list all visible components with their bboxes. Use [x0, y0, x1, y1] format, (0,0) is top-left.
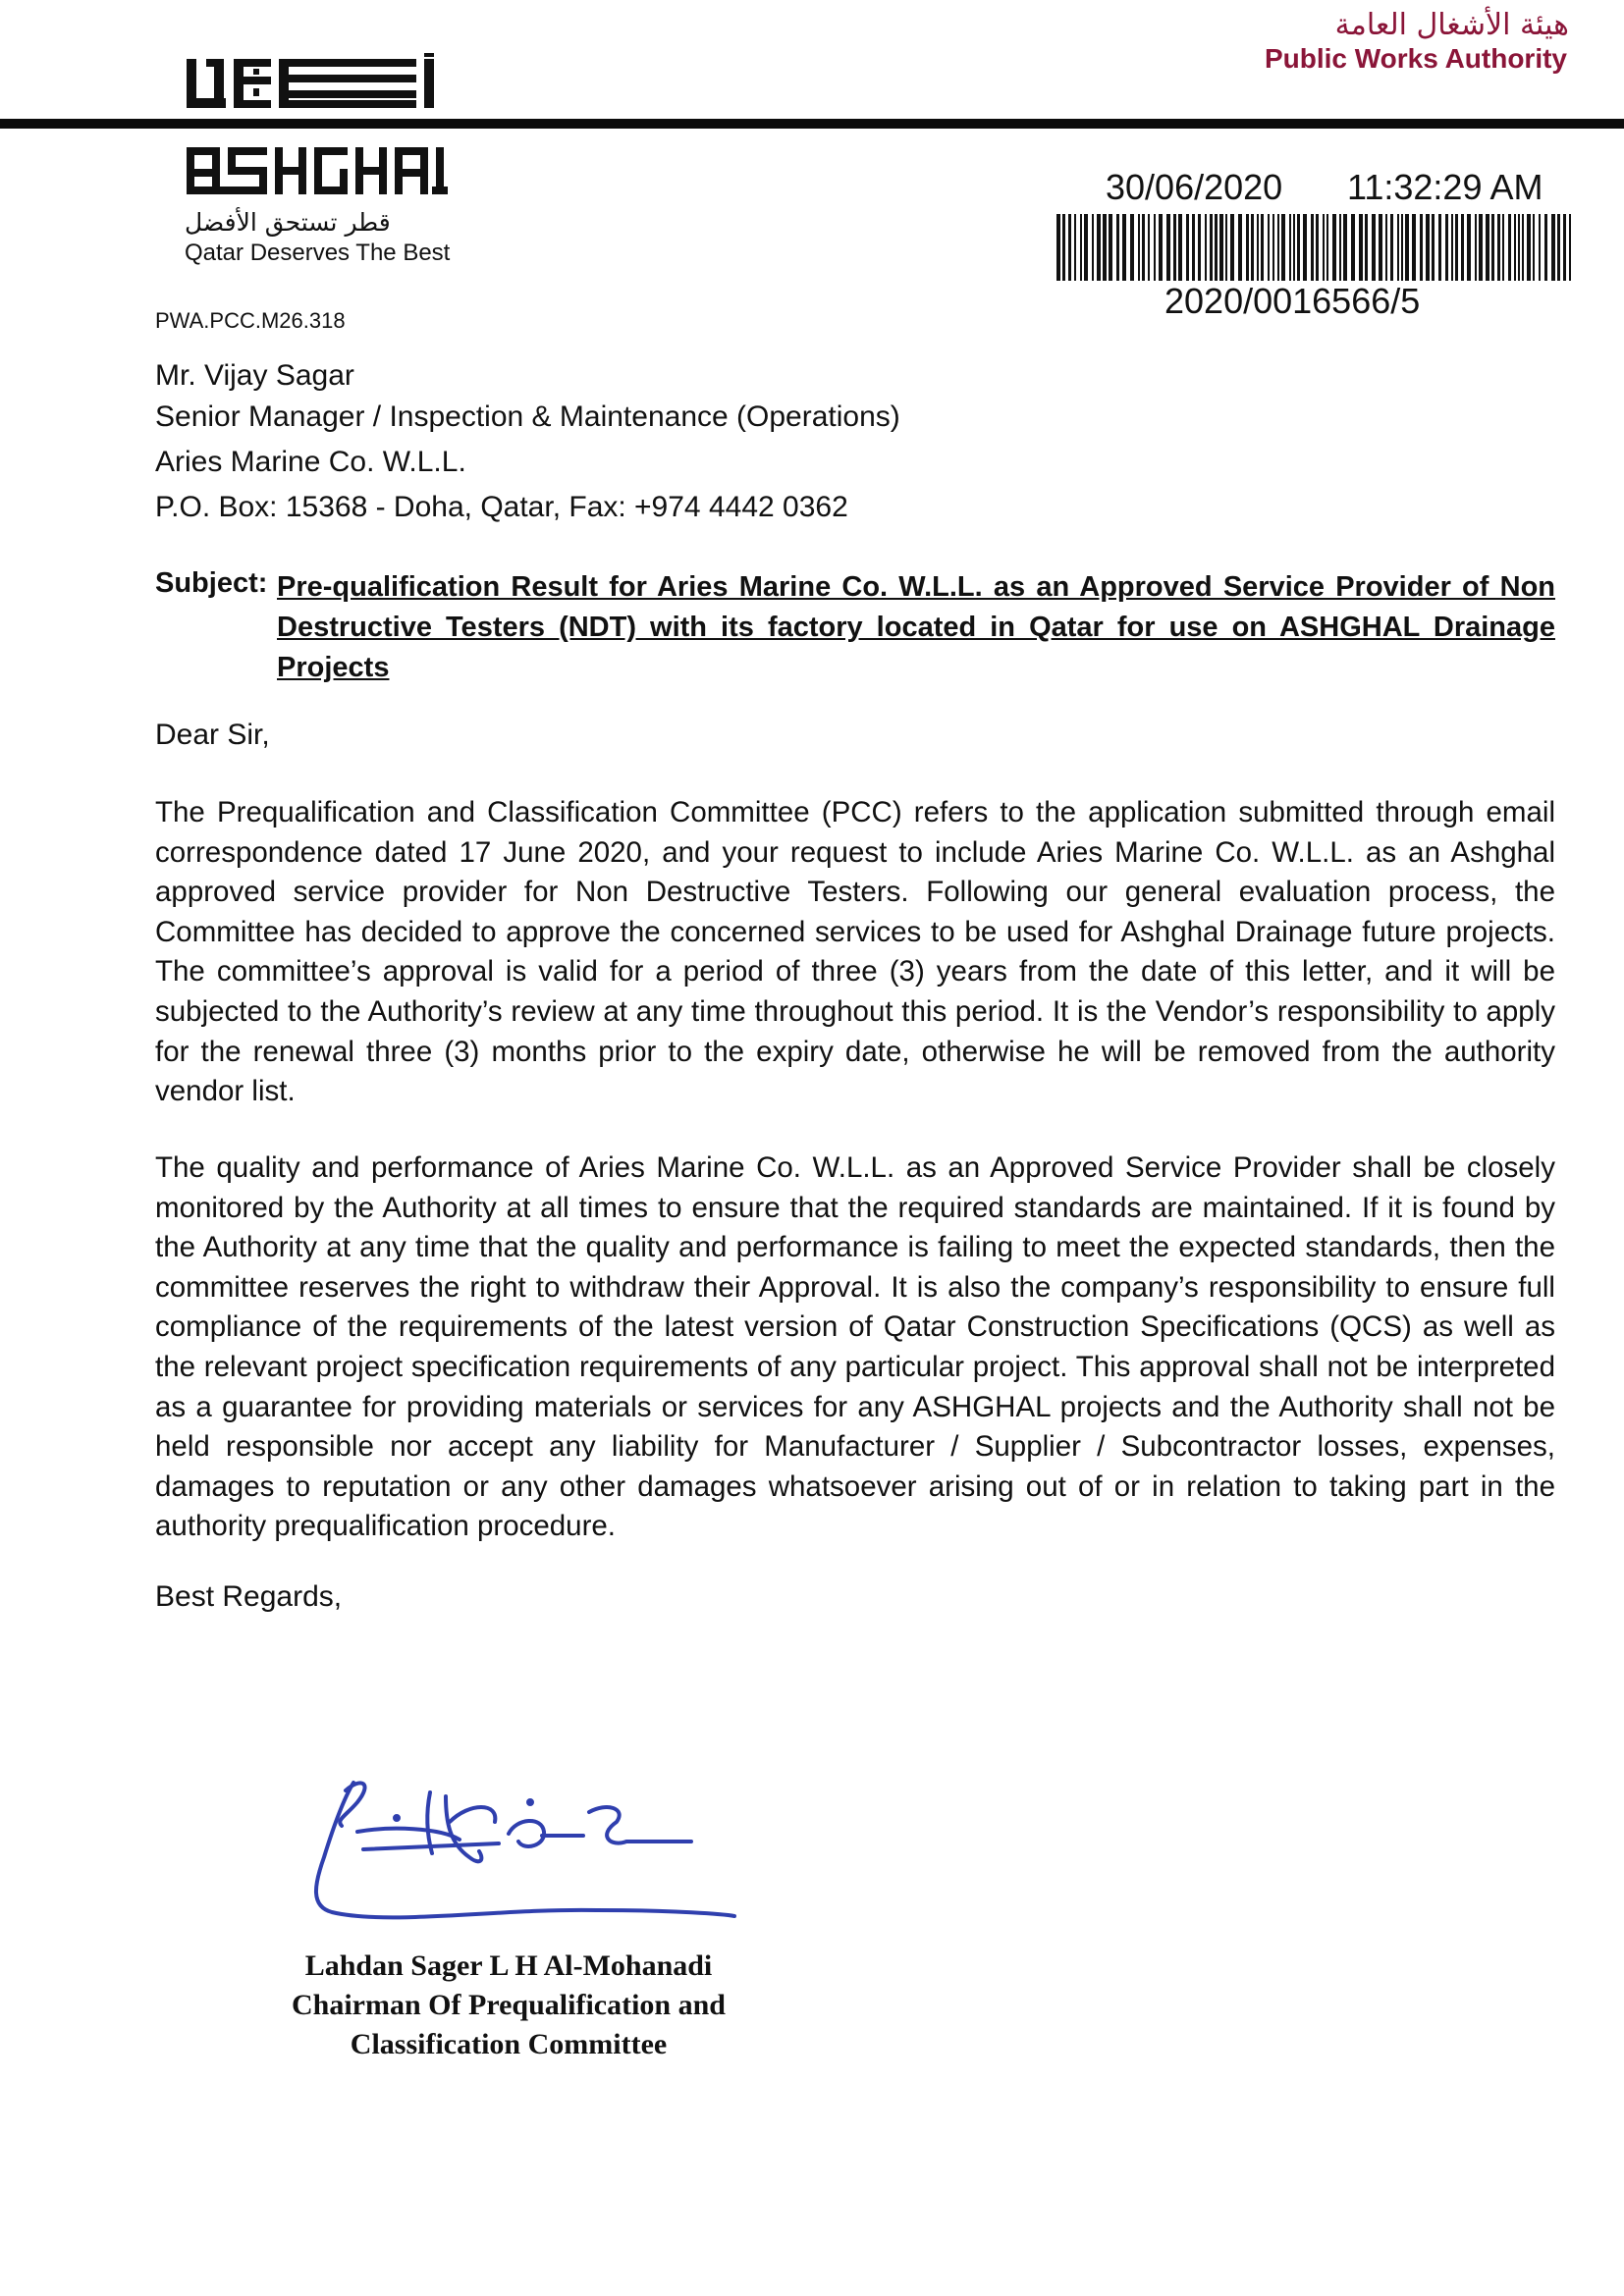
barcode-bar [1261, 214, 1264, 281]
header-rule [0, 119, 1624, 129]
barcode-bar [1268, 214, 1270, 281]
barcode-bar [1432, 214, 1435, 281]
barcode-bar [1142, 214, 1145, 281]
signatory-position-line1: Chairman Of Prequalification and [292, 1989, 726, 2021]
barcode-bar [1365, 214, 1368, 281]
barcode-bar [1056, 214, 1060, 281]
barcode-bar [1372, 214, 1376, 281]
barcode-bar [1332, 214, 1336, 281]
barcode-bar [1225, 214, 1227, 281]
barcode-bar [1084, 214, 1088, 281]
barcode-bar [1479, 214, 1483, 281]
barcode-bar [1166, 214, 1170, 281]
barcode-bar [1339, 214, 1341, 281]
barcode-bar [1159, 214, 1163, 281]
barcode-bar [1198, 214, 1201, 281]
barcode-bar [1257, 214, 1259, 281]
body-paragraph-2: The quality and performance of Aries Marine Co. W.L.L. as an Approved Service Provider shall be closely monitored by the Authority at all times to ensure that the required standards are maintained. If it is found by the Authority at any time that the quality and performance is failing to meet the expected standards, then the committee reserves the right to withdraw their Approval. It is also the company’s responsibility to ensure full compliance of the requirements of the latest version of Qatar Construction Specifications (QCS) as well as the relevant project specification requirements of any particular project. This approval shall not be interpreted as a guarantee for providing materials or services for any ASHGHAL projects and the Authority shall not be held responsible nor accept any liability for Manufacturer / Supplier / Subcontractor losses, expenses, damages to reputation or any other damages whatsoever arising out of or in relation to taking part in the authority prequalification procedure. [155, 1151, 1555, 1543]
signature [302, 1763, 754, 1930]
barcode-bar [1130, 214, 1134, 281]
barcode-bar [1092, 214, 1094, 281]
barcode-bar [1293, 214, 1295, 281]
signatory-name: Lahdan Sager L H Al-Mohanadi [304, 1949, 713, 1982]
barcode-bar [1426, 214, 1430, 281]
barcode-bar [1497, 214, 1500, 281]
barcode-bar [1303, 214, 1307, 281]
barcode-bar [1323, 214, 1325, 281]
barcode-bar [1544, 214, 1547, 281]
barcode-bar [1385, 214, 1387, 281]
barcode-bar [1563, 214, 1566, 281]
recipient-title: Senior Manager / Inspection & Maintenance (Operations) [155, 400, 900, 433]
barcode-bar [1351, 214, 1355, 281]
barcode-bar [1326, 214, 1328, 281]
barcode-bar [1405, 214, 1409, 281]
barcode-bar [1074, 214, 1076, 281]
body-paragraph-1: The Prequalification and Classification Committee (PCC) refers to the application submitted through email correspondence dated 17 June 2020, and your request to include Aries Marine Co. W.L.L. as an Ashghal approved service provider for Non Destructive Testers. Following our general evaluation process, the Committee has decided to approve the concerned services to be used for Ashghal Drainage future projects. The committee’s approval is valid for a period of three (3) years from the date of this letter, and it will be subjected to the Authority’s review at any time throughout this period. It is the Vendor’s responsibility to apply for the renewal three (3) months prior to the expiry date, otherwise he will be removed from the authority vendor list. [155, 796, 1555, 1108]
barcode-bar [1451, 214, 1453, 281]
subject-text: Pre-qualification Result for Aries Marine Co. W.L.L. as an Approved Service Provider of Non Destructive Testers (NDT) with its factory located in Qatar for use on ASHGHAL Drainage Projects [277, 571, 1555, 683]
barcode-bar [1215, 214, 1218, 281]
salutation: Dear Sir, [155, 719, 270, 751]
barcode-bar [1438, 214, 1441, 281]
barcode-bar [1289, 214, 1291, 281]
barcode-bar [1557, 214, 1560, 281]
barcode-bar [1514, 214, 1516, 281]
barcode-bar [1455, 214, 1458, 281]
stamp-number: 2020/0016566/5 [1164, 281, 1421, 321]
barcode-bar [1486, 214, 1489, 281]
barcode-bar [1412, 214, 1416, 281]
barcode-bar [1122, 214, 1126, 281]
recipient-name: Mr. Vijay Sagar [155, 359, 354, 392]
barcode-bar [1569, 214, 1571, 281]
barcode-bar [1401, 214, 1403, 281]
barcode-bar [1311, 214, 1314, 281]
barcode-bar [1281, 214, 1285, 281]
barcode-bar [1210, 214, 1213, 281]
barcode-bar [1343, 214, 1347, 281]
stamp-time: 11:32:29 AM [1347, 167, 1543, 207]
barcode-bar [1379, 214, 1382, 281]
barcode-bar [1445, 214, 1448, 281]
recipient-address: P.O. Box: 15368 - Doha, Qatar, Fax: +974 4442 0362 [155, 491, 848, 523]
barcode-bar [1205, 214, 1207, 281]
barcode-bar [1246, 214, 1249, 281]
barcode-bar [1192, 214, 1195, 281]
barcode-bar [1539, 214, 1541, 281]
pwa-name-english: Public Works Authority [1264, 43, 1567, 74]
barcode-bar [1316, 214, 1319, 281]
barcode-bar [1522, 214, 1524, 281]
barcode-bar [1502, 214, 1504, 281]
barcode-bar [1103, 214, 1107, 281]
barcode-bar [1148, 214, 1150, 281]
barcode-bar [1219, 214, 1223, 281]
barcode-bar [1068, 214, 1071, 281]
barcode-bar [1551, 214, 1555, 281]
barcode-bar [1461, 214, 1464, 281]
barcode-bar [1116, 214, 1119, 281]
recipient-company: Aries Marine Co. W.L.L. [155, 446, 466, 478]
barcode-bar [1475, 214, 1477, 281]
barcode-bar [1251, 214, 1254, 281]
barcode-bar [1533, 214, 1535, 281]
barcode-bar [1420, 214, 1423, 281]
slogan-arabic: قطر تستحق الأفضل [185, 208, 391, 237]
barcode-bar [1109, 214, 1112, 281]
barcode-bar [1390, 214, 1393, 281]
barcode-bar [1491, 214, 1494, 281]
barcode-bar [1186, 214, 1189, 281]
slogan-english: Qatar Deserves The Best [185, 240, 451, 266]
barcode-bar [1527, 214, 1531, 281]
reference-number: PWA.PCC.M26.318 [155, 308, 346, 333]
barcode-bar [1397, 214, 1399, 281]
barcode-bar [1062, 214, 1065, 281]
barcode-bar [1297, 214, 1300, 281]
barcode-bar [1178, 214, 1182, 281]
barcode-bar [1238, 214, 1242, 281]
barcode-bar [1359, 214, 1363, 281]
barcode-bar [1230, 214, 1234, 281]
barcode-bar [1154, 214, 1156, 281]
barcode [1055, 214, 1575, 281]
barcode-bar [1272, 214, 1274, 281]
barcode-bar [1097, 214, 1101, 281]
barcode-bar [1467, 214, 1471, 281]
barcode-bar [1518, 214, 1520, 281]
closing: Best Regards, [155, 1580, 343, 1613]
barcode-bar [1138, 214, 1140, 281]
barcode-bar [1508, 214, 1511, 281]
barcode-bar [1277, 214, 1279, 281]
barcode-bar [1173, 214, 1176, 281]
stamp-date: 30/06/2020 [1106, 167, 1283, 207]
signatory-position-line2: Classification Committee [350, 2028, 668, 2060]
pwa-name-arabic: هيئة الأشغال العامة [1334, 8, 1569, 42]
subject-label: Subject: [155, 567, 268, 599]
barcode-bar [1080, 214, 1082, 281]
